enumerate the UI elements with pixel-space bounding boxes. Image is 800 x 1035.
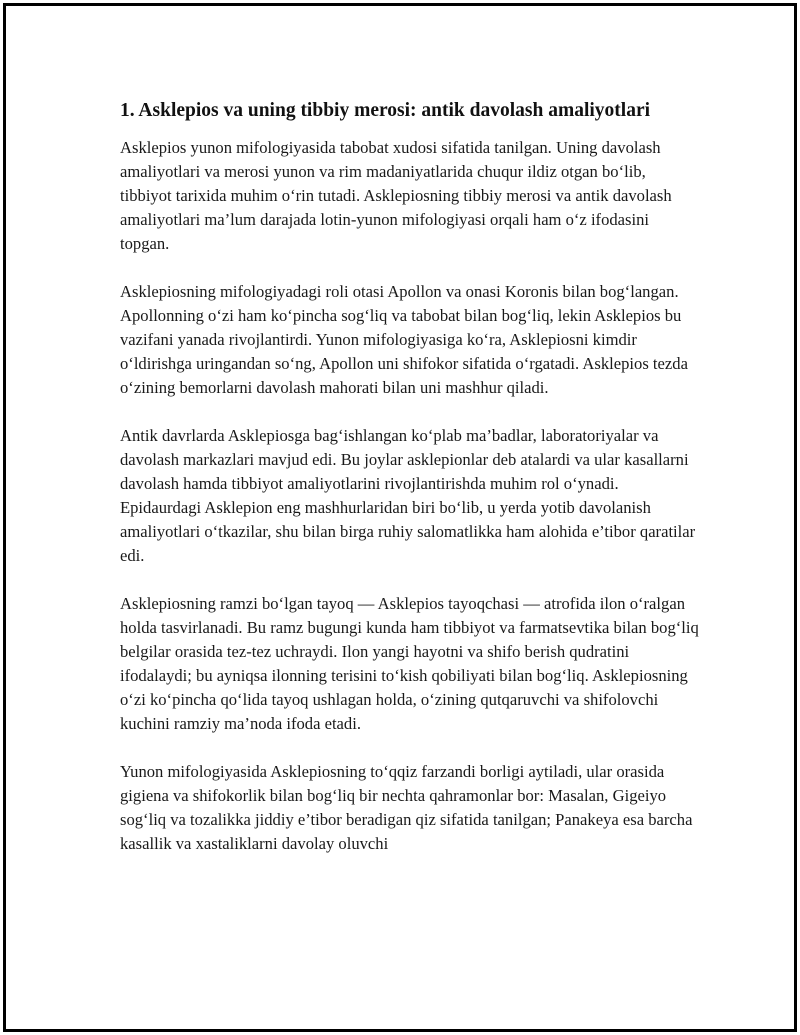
paragraph: Asklepiosning ramzi bo‘lgan tayoq — Asklepios tayoqchasi — atrofida ilon o‘ralgan holda tasvirlanadi. Bu ramz bugungi kunda ham tibbiyot va farmatsevtika bilan bog‘liq belgilar orasida tez-tez uchraydi. Ilon yangi hayotni va shifo berish qudratini ifodalaydi; bu ayniqsa ilonning terisini to‘kish qobiliyati bilan bog‘liq. Asklepiosning o‘zi ko‘pincha qo‘lida tayoq ushlagan holda, o‘zining qutqaruvchi va shifolovchi kuchini ramziy ma’noda ifoda etadi. [120,594,699,733]
section-heading: 1. Asklepios va uning tibbiy merosi: antik davolash amaliyotlari [120,100,651,121]
paragraph: Asklepiosning mifologiyadagi roli otasi Apollon va onasi Koronis bilan bog‘langan. Apollonning o‘zi ham ko‘pincha sog‘liq va tabobat bilan bog‘liq, lekin Asklepios bu vazifani yanada rivojlantirdi. Yunon mifologiyasiga ko‘ra, Asklepiosni kimdir o‘ldirishga uringandan so‘ng, Apollon uni shifokor sifatida o‘rgatadi. Asklepios tezda o‘zining bemorlarni davolash mahorati bilan uni mashhur qiladi. [120,282,688,397]
page-frame [3,3,797,1032]
document-body [120,98,700,880]
paragraph: Asklepios yunon mifologiyasida tabobat xudosi sifatida tanilgan. Uning davolash amaliyotlari va merosi yunon va rim madaniyatlarida chuqur ildiz otgan bo‘lib, tibbiyot tarixida muhim o‘rin tutadi. Asklepiosning tibbiy merosi va antik davolash amaliyotlari ma’lum darajada lotin-yunon mifologiyasi orqali ham o‘z ifodasini topgan. [120,138,672,253]
paragraph: Yunon mifologiyasida Asklepiosning to‘qqiz farzandi borligi aytiladi, ular orasida gigiena va shifokorlik bilan bog‘liq bir nechta qahramonlar bor: Masalan, Gigeiyo sog‘liq va tozalikka jiddiy e’tibor beradigan qiz sifatida tanilgan; Panakeya esa barcha kasallik va xastaliklarni davolay oluvchi [120,762,693,853]
paragraph: Antik davrlarda Asklepiosga bag‘ishlangan ko‘plab ma’badlar, laboratoriyalar va davolash markazlari mavjud edi. Bu joylar asklepionlar deb atalardi va ular kasallarni davolash hamda tibbiyot amaliyotlarini rivojlantirishda muhim rol o‘ynadi. Epidaurdagi Asklepion eng mashhurlaridan biri bo‘lib, u yerda yotib davolanish amaliyotlari o‘tkazilar, shu bilan birga ruhiy salomatlikka ham alohida e’tibor qaratilar edi. [120,426,696,565]
